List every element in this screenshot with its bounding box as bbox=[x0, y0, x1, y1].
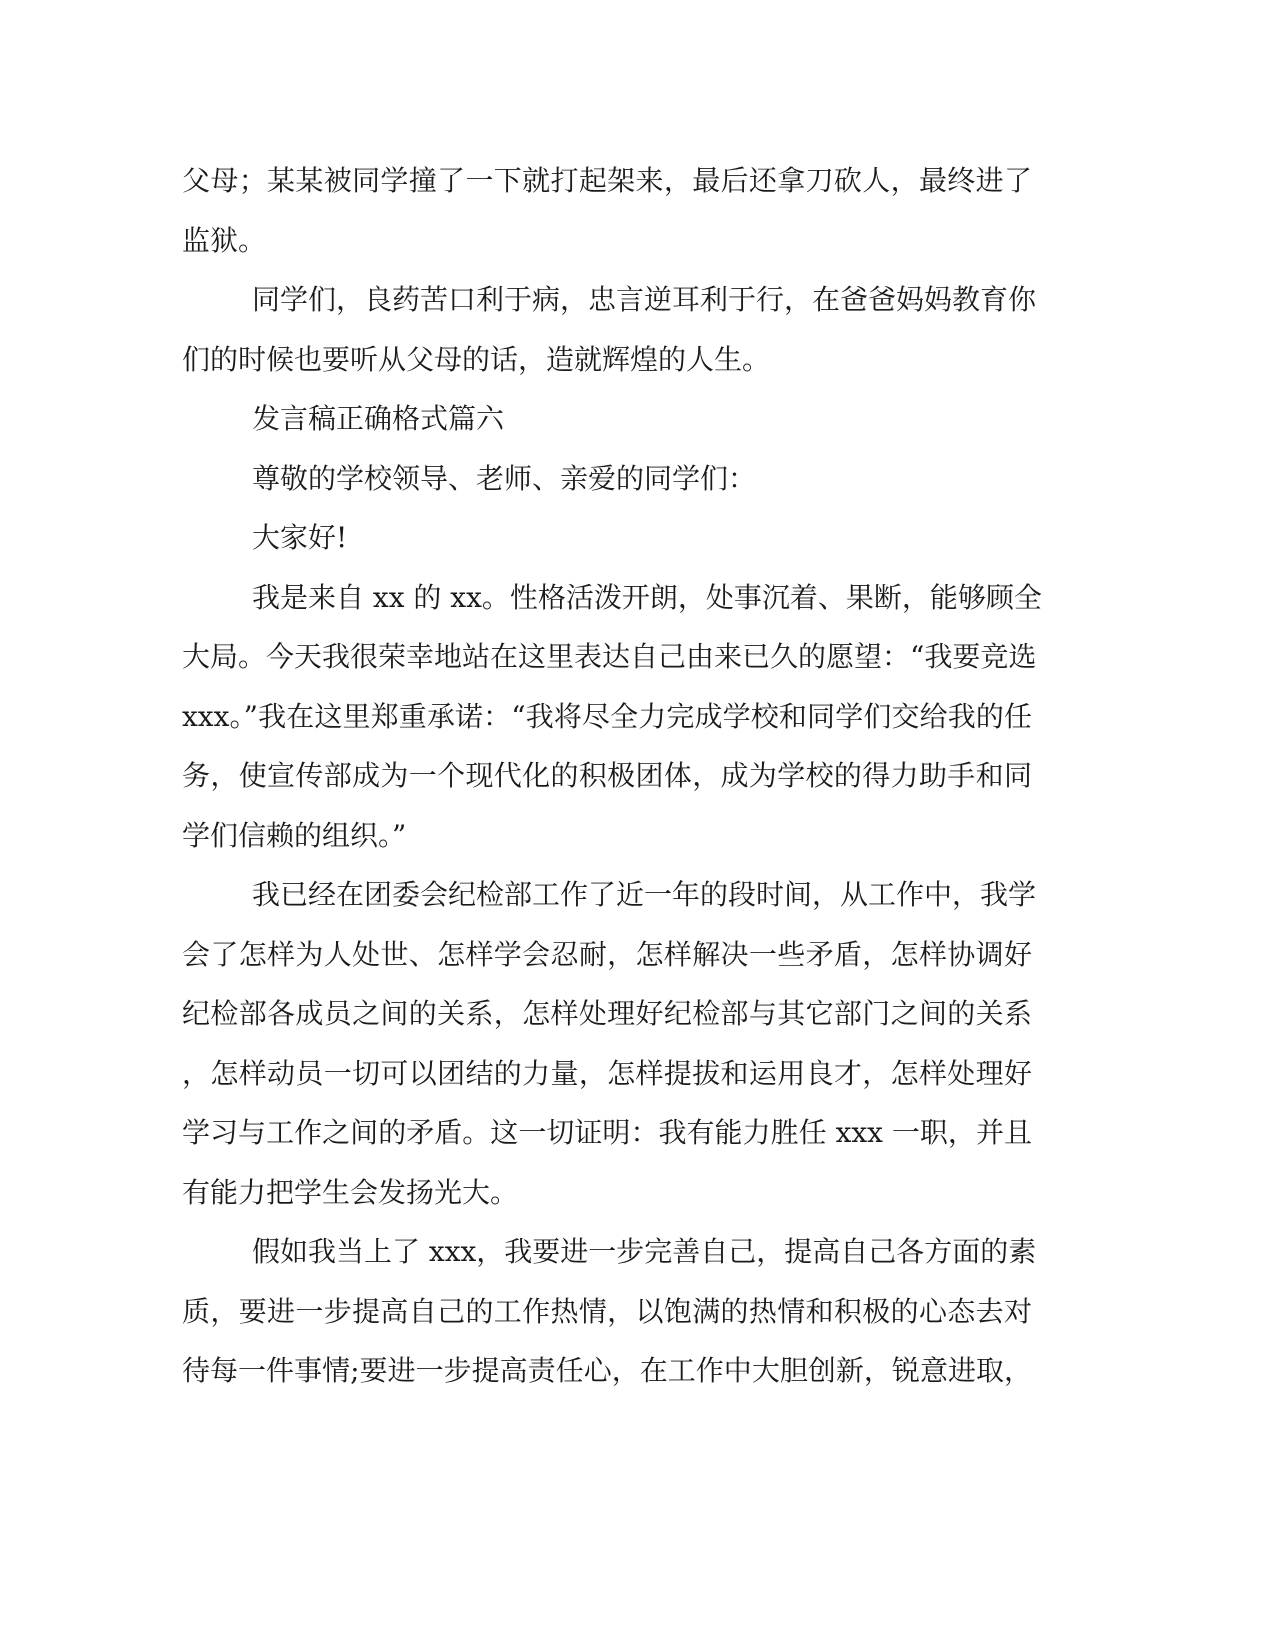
text-line: 务，使宣传部成为一个现代化的积极团体，成为学校的得力助手和同 bbox=[182, 759, 1032, 792]
text-line: xxx。”我在这里郑重承诺：“我将尽全力完成学校和同学们交给我的任 bbox=[182, 699, 1032, 733]
text-line: 发言稿正确格式篇六 bbox=[252, 402, 505, 435]
text-line: 们的时候也要听从父母的话，造就辉煌的人生。 bbox=[182, 342, 771, 376]
text-line: 纪检部各成员之间的关系，怎样处理好纪检部与其它部门之间的关系 bbox=[182, 997, 1032, 1030]
text-line: 大家好! bbox=[252, 521, 348, 554]
document-body bbox=[182, 151, 1042, 1401]
text-line: 有能力把学生会发扬光大。 bbox=[182, 1175, 519, 1209]
text-line: 会了怎样为人处世、怎样学会忍耐，怎样解决一些矛盾，怎样协调好 bbox=[182, 937, 1032, 971]
text-line: 待每一件事情;要进一步提高责任心，在工作中大胆创新，锐意进取， bbox=[182, 1354, 1032, 1387]
text-line: 假如我当上了 xxx，我要进一步完善自己，提高自己各方面的素 bbox=[252, 1235, 1037, 1268]
text-line: 学习与工作之间的矛盾。这一切证明：我有能力胜任 xxx 一职，并且 bbox=[182, 1116, 1032, 1149]
text-line: 我已经在团委会纪检部工作了近一年的段时间，从工作中，我学 bbox=[252, 878, 1037, 911]
text-line: 我是来自 xx 的 xx。性格活泼开朗，处事沉着、果断，能够顾全 bbox=[252, 580, 1042, 614]
text-line: 尊敬的学校领导、老师、亲爱的同学们： bbox=[252, 461, 757, 495]
text-line: ，怎样动员一切可以团结的力量，怎样提拔和运用良才，怎样处理好 bbox=[182, 1056, 1032, 1090]
text-line: 大局。今天我很荣幸地站在这里表达自己由来已久的愿望：“我要竞选 bbox=[182, 640, 1037, 673]
text-line: 质，要进一步提高自己的工作热情，以饱满的热情和积极的心态去对 bbox=[182, 1294, 1032, 1328]
text-line: 监狱。 bbox=[182, 223, 267, 257]
text-line: 学们信赖的组织。” bbox=[182, 818, 407, 852]
text-line: 父母；某某被同学撞了一下就打起架来，最后还拿刀砍人，最终进了 bbox=[182, 164, 1032, 197]
text-line: 同学们，良药苦口利于病，忠言逆耳利于行，在爸爸妈妈教育你 bbox=[252, 283, 1037, 316]
